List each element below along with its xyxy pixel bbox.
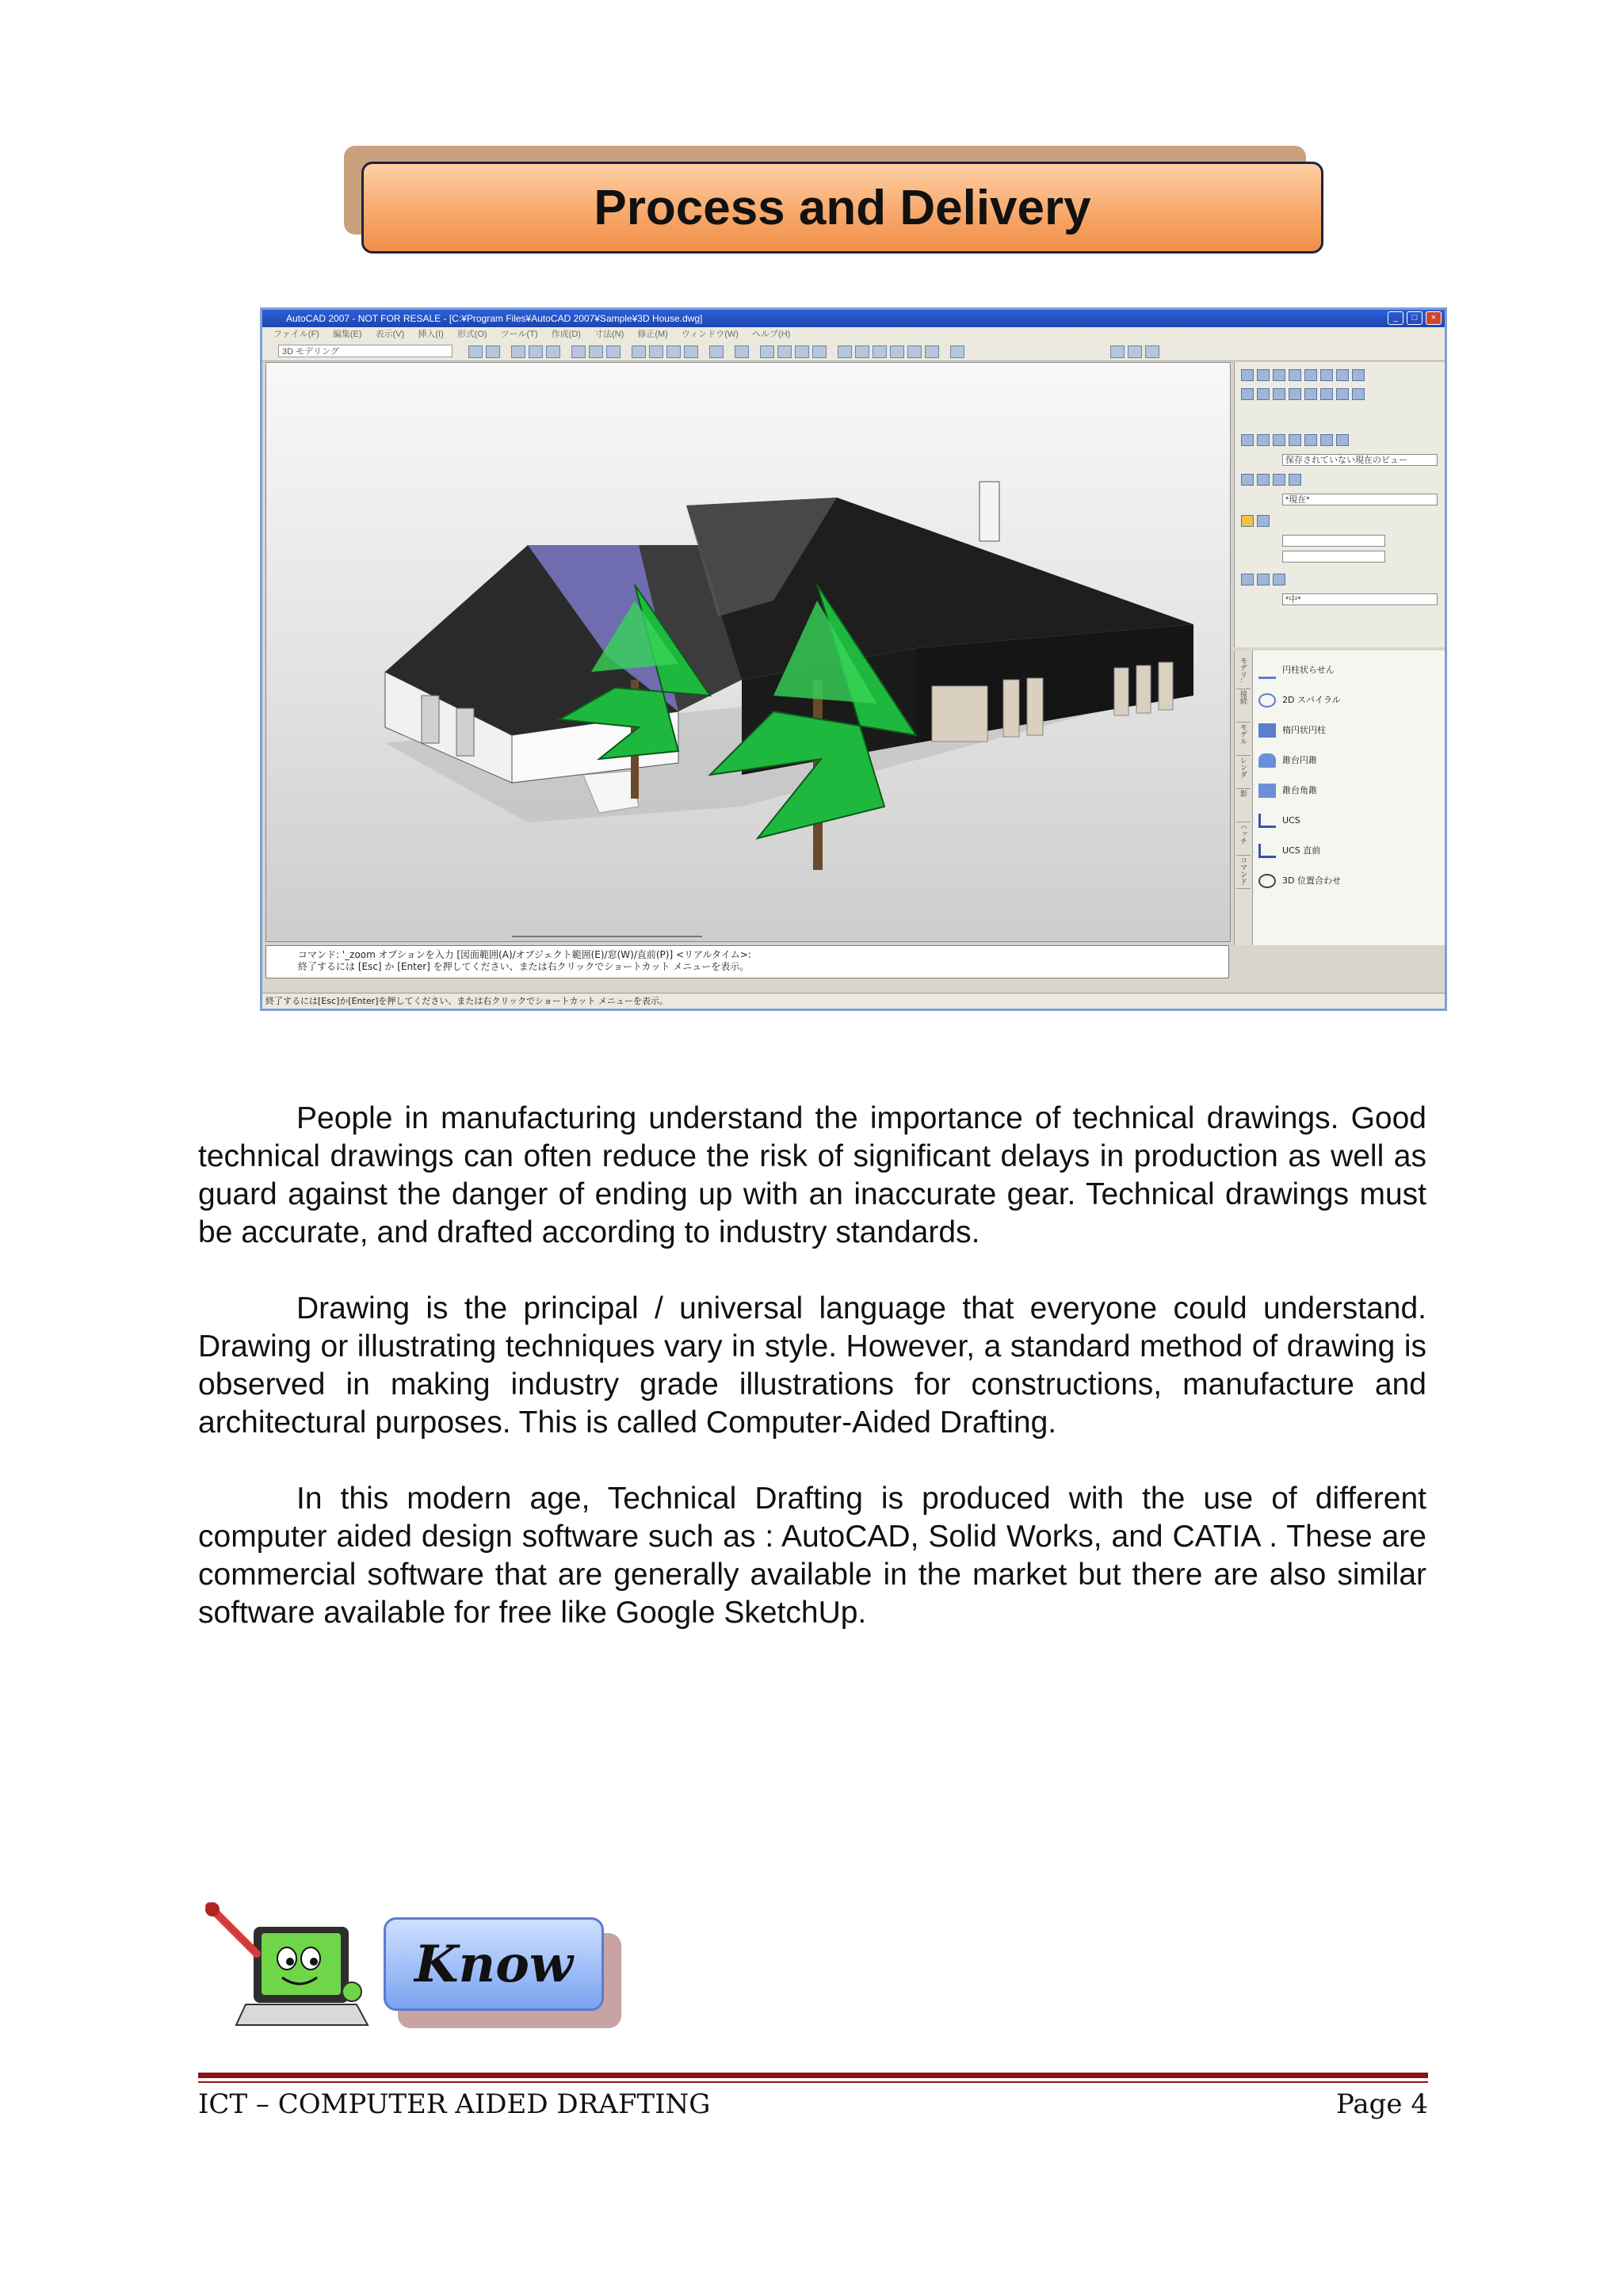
menu-item: ヘルプ(H) [752, 330, 791, 339]
menu-bar [262, 327, 1445, 341]
menu-item: 挿入(I) [418, 330, 444, 339]
menu-item: ファイル(F) [273, 330, 319, 339]
window [1114, 668, 1128, 715]
title-banner [361, 162, 1323, 254]
design-center-icon [855, 345, 869, 358]
palette-item: 2D スパイラル [1258, 688, 1341, 712]
palette-tab-label: レンダ [1239, 757, 1247, 778]
tool-icon [468, 345, 483, 358]
palette-item: UCS 直前 [1258, 839, 1320, 863]
palette-tab [1236, 823, 1251, 856]
window [1159, 662, 1173, 710]
footer-rule [198, 2073, 1428, 2078]
redo-icon [735, 345, 749, 358]
ucs-icon [1258, 814, 1276, 828]
palette-tab-label: モデル [1239, 723, 1247, 745]
paste-icon [666, 345, 681, 358]
material-dropdown: *中* [1282, 593, 1438, 605]
close-icon: × [1426, 311, 1442, 325]
window [1136, 666, 1151, 713]
palette-item: UCS [1258, 809, 1300, 833]
paragraph: In this modern age, Technical Drafting is produced with the use of different computer aided design software such as : AutoCAD, Solid Works, and CATIA . These are commercial software that are generally available in the market but there are also similar software available for free like Google SketchUp. [198, 1482, 1426, 1630]
menu-item: 表示(V) [375, 330, 405, 339]
palette-tab-label: 影 [1239, 790, 1247, 797]
properties-icon [838, 345, 852, 358]
material-controls [1241, 573, 1439, 590]
visual-style-dropdown: *現在* [1282, 494, 1438, 505]
paragraph: People in manufacturing understand the importance of technical drawings. Good technical drawings can often reduce the risk of significant delays in production as well as guard against the danger of ending up with an inaccurate gear. Technical drawings must be accurate, and drafted according to industry standards. [198, 1101, 1426, 1249]
palette-item: 3D 位置合わせ [1258, 869, 1341, 893]
zoom-previous-icon [812, 345, 827, 358]
know-badge [384, 1917, 604, 2011]
cut-icon [632, 345, 646, 358]
undo-icon [709, 345, 724, 358]
menu-item: 寸法(N) [594, 330, 624, 339]
pyramid-icon [1258, 784, 1276, 798]
window [1027, 678, 1043, 735]
palette-tab-label: 接続 [1239, 690, 1247, 704]
layer-state-icon [1145, 345, 1159, 358]
menu-item: ウィンドウ(W) [681, 330, 739, 339]
palette-tab [1236, 690, 1251, 723]
preview-icon [589, 345, 603, 358]
plot-icon [571, 345, 586, 358]
maximize-icon: □ [1407, 311, 1423, 325]
dashboard-panel [1234, 362, 1445, 647]
helix-icon [1258, 662, 1276, 679]
markup-icon [907, 345, 922, 358]
tool-icon [486, 345, 500, 358]
saved-view-dropdown: 保存されていない現在のビュー [1282, 454, 1438, 466]
tool-palettes-icon [873, 345, 887, 358]
zoom-window-icon [795, 345, 809, 358]
status-bar: 終了するには[Esc]か[Enter]を押してください、または右クリックでショートカット メニューを表示。 [262, 993, 1447, 1009]
footer-rule-thin [198, 2081, 1428, 2083]
tool-palette [1234, 650, 1445, 945]
page-title: Process and Delivery [594, 180, 1091, 235]
layer-state-icon [1128, 345, 1142, 358]
paragraph: Drawing is the principal / universal language that everyone could understand. Drawing or illustrating techniques vary in style. However, a standard method of drawing is observed in making industry grade illustrations for constructions, manufacture and architectural purposes. This is called Computer-Aided Drafting. [198, 1291, 1426, 1440]
toolbar [262, 341, 1445, 361]
footer-page-number: Page 4 [1336, 2088, 1428, 2120]
body-text [198, 1100, 1426, 1670]
spiral-icon [1258, 693, 1276, 707]
light-controls [1241, 514, 1439, 532]
command-line-text: 終了するには [Esc] か [Enter] を押してください、または右クリックでショートカット メニューを表示。 [298, 961, 750, 972]
layer-icon [1110, 345, 1125, 358]
new-file-icon [511, 345, 525, 358]
window [932, 686, 987, 742]
save-icon [546, 345, 560, 358]
publish-icon [606, 345, 621, 358]
palette-item: 錐台円錐 [1258, 749, 1317, 772]
light-slider [1282, 535, 1385, 547]
palette-tab-label: コマンド [1239, 856, 1247, 885]
cone-icon [1258, 753, 1276, 768]
menu-item: 形式(O) [456, 330, 487, 339]
menu-item: 編集(E) [332, 330, 362, 339]
command-line [265, 945, 1229, 978]
open-file-icon [529, 345, 543, 358]
minimize-icon: _ [1388, 311, 1403, 325]
menu-item: ツール(T) [500, 330, 538, 339]
workspace-dropdown: 3D モデリング [278, 345, 453, 357]
palette-tab-label: モデリ.. [1239, 657, 1247, 683]
match-properties-icon [684, 345, 698, 358]
model-viewport [265, 362, 1231, 942]
know-label: Know [414, 1934, 573, 1994]
cylinder-icon [1258, 723, 1276, 738]
calculator-icon [925, 345, 939, 358]
menu-item: 修正(M) [637, 330, 668, 339]
dashboard-row [1241, 433, 1439, 451]
palette-item: 円柱状らせん [1258, 658, 1335, 682]
palette-tab [1236, 856, 1251, 889]
pan-icon [760, 345, 774, 358]
footer-course-title: ICT – COMPUTER AIDED DRAFTING [198, 2088, 711, 2120]
autocad-screenshot [260, 307, 1447, 1011]
palette-tab [1236, 790, 1251, 822]
house-model-illustration [266, 363, 1230, 941]
palette-item: 楕円状円柱 [1258, 719, 1326, 742]
zoom-icon [777, 345, 792, 358]
palette-item: 錐台角錐 [1258, 779, 1317, 803]
sheet-set-icon [890, 345, 904, 358]
command-line-text: コマンド: '_zoom オプションを入力 [図面範囲(A)/オブジェクト範囲(E)/窓(W)/直前(P)] <リアルタイム>: [298, 949, 751, 960]
dashboard-row [1241, 387, 1439, 405]
chimney [980, 482, 999, 541]
window-title-bar: AutoCAD 2007 - NOT FOR RESALE - [C:¥Program Files¥AutoCAD 2007¥Sample¥3D House.dwg] [262, 310, 1445, 327]
computer-mascot-icon [201, 1898, 380, 2031]
palette-tab-label: ハッチ [1239, 823, 1247, 845]
window [456, 708, 474, 756]
palette-tab [1236, 757, 1251, 789]
palette-tab [1236, 723, 1251, 756]
help-icon [950, 345, 964, 358]
copy-icon [649, 345, 663, 358]
dashboard-row [1241, 368, 1439, 386]
ucs-previous-icon [1258, 844, 1276, 858]
window [422, 696, 439, 743]
dashboard-row [1241, 473, 1439, 490]
3d-align-icon [1258, 874, 1276, 888]
palette-tabs [1235, 650, 1253, 945]
palette-tab [1236, 657, 1251, 689]
light-slider [1282, 551, 1385, 563]
window [1003, 680, 1019, 737]
menu-item: 作成(D) [551, 330, 581, 339]
